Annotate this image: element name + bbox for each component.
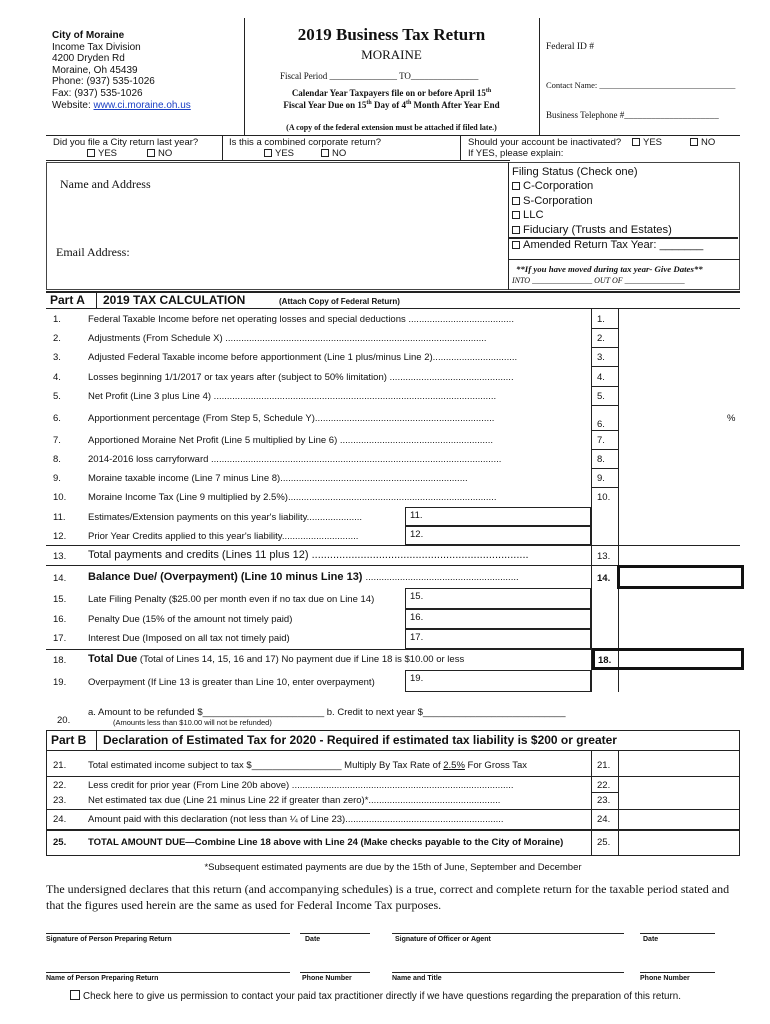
line-18-top-rule xyxy=(46,649,618,650)
amended-return[interactable]: Amended Return Tax Year: _______ xyxy=(512,239,703,251)
amended-rule xyxy=(508,259,740,260)
q2-no[interactable]: NO xyxy=(321,148,346,159)
questions-bottom-left xyxy=(46,160,510,161)
line-5-rule xyxy=(591,405,618,406)
line-6-num: 6. xyxy=(53,413,61,424)
line-18-num: 18. xyxy=(53,655,67,666)
line-12-text: Prior Year Credits applied to this year's liability............................. xyxy=(88,531,359,542)
line-7-rule xyxy=(591,449,618,450)
line-18-amount-box[interactable] xyxy=(592,648,744,670)
percent-sign: % xyxy=(727,413,736,424)
division: Income Tax Division xyxy=(52,41,141,53)
line-3-box[interactable]: 3. xyxy=(597,352,605,363)
name-title-label[interactable]: Name and Title xyxy=(392,975,442,982)
line-17-box[interactable]: 17. xyxy=(405,629,591,649)
part-b-label: Part B xyxy=(51,733,87,747)
website-link[interactable]: www.ci.moraine.oh.us xyxy=(93,99,191,111)
sig-officer-line xyxy=(392,933,624,934)
part-b-title: Declaration of Estimated Tax for 2020 - Required if estimated tax liability is $200 or greater xyxy=(103,733,617,747)
question-inactivate: Should your account be inactivated? xyxy=(468,137,622,148)
city-address-block xyxy=(52,30,191,111)
line-2-rule xyxy=(591,347,618,348)
q1-no[interactable]: NO xyxy=(147,148,172,159)
date1-line xyxy=(300,933,370,934)
line-20-refund-credit[interactable]: a. Amount to be refunded $_______________________ b. Credit to next year $___________________________ xyxy=(88,707,566,718)
phone1-label[interactable]: Phone Number xyxy=(302,975,352,982)
line-19-text: Overpayment (If Line 13 is greater than Line 10, enter overpayment) xyxy=(88,677,375,688)
line-23-num: 23. xyxy=(53,795,67,806)
line-4-box[interactable]: 4. xyxy=(597,372,605,383)
line-16-box[interactable]: 16. xyxy=(405,609,591,629)
line-18-box: 18. xyxy=(598,655,612,666)
permission-row[interactable] xyxy=(70,990,681,1002)
line-3-text: Adjusted Federal Taxable income before apportionment (Line 1 plus/minus Line 2)................................ xyxy=(88,352,518,363)
name-address-label: Name and Address xyxy=(60,177,151,191)
line-15-text: Late Filing Penalty ($25.00 per month even if no tax due on Line 14) xyxy=(88,594,375,605)
phone2-line xyxy=(640,972,715,973)
line-12-box[interactable]: 12. xyxy=(405,526,591,545)
q3-no-checkbox[interactable] xyxy=(690,138,698,146)
line-2-box[interactable]: 2. xyxy=(597,333,605,344)
line-9-box[interactable]: 9. xyxy=(597,473,605,484)
address-line-1: 4200 Dryden Rd xyxy=(52,53,125,65)
website: Website: www.ci.moraine.oh.us xyxy=(52,99,191,111)
subsequent-payments-note: *Subsequent estimated payments are due by the 15th of June, September and December xyxy=(204,862,582,873)
line-22-box[interactable]: 22. xyxy=(597,780,611,791)
header-divider-right xyxy=(539,18,540,136)
date1-label[interactable]: Date xyxy=(305,936,321,943)
calendar-year-note: Calendar Year Taxpayers file on or before April 15th xyxy=(291,88,492,98)
line-7-text: Apportioned Moraine Net Profit (Line 5 multiplied by Line 6) .......................................................... xyxy=(88,435,493,446)
line-11-num: 11. xyxy=(53,512,66,523)
line-20-note: (Amounts less than $10.00 will not be refunded) xyxy=(113,718,272,727)
line-24-num: 24. xyxy=(53,814,67,825)
permission-checkbox[interactable] xyxy=(70,990,80,1000)
line-21-text: Total estimated income subject to tax $_________________ Multiply By Tax Rate of 2.5% For Gross Tax xyxy=(88,760,528,771)
line-6-text: Apportionment percentage (From Step 5, Schedule Y).................................................................... xyxy=(88,413,495,424)
line-15-box[interactable]: 15. xyxy=(405,588,591,609)
line-14-amount-box[interactable] xyxy=(617,565,744,589)
line-8-text: 2014-2016 loss carryforward .............................................................................................................. xyxy=(88,454,502,465)
q3-explain-field[interactable]: If YES, please explain: xyxy=(468,148,564,159)
phone1-line xyxy=(300,972,370,973)
box-label-divider xyxy=(618,308,619,692)
line-7-box[interactable]: 7. xyxy=(597,435,605,446)
line-18-text: Total Due (Total of Lines 14, 15, 16 and 17) No payment due if Line 18 is $10.00 or less xyxy=(88,653,465,665)
line-3-num: 3. xyxy=(53,352,61,363)
line-23-box[interactable]: 23. xyxy=(597,795,611,806)
line-16-text: Penalty Due (15% of the amount not timely paid) xyxy=(88,614,293,625)
filing-status-title: Filing Status (Check one) xyxy=(512,166,638,178)
fiscal-period-field[interactable]: Fiscal Period _______________ TO_______________ xyxy=(280,71,479,81)
filing-option-fiduciary[interactable]: Fiduciary (Trusts and Estates) xyxy=(512,223,672,237)
line-5-box[interactable]: 5. xyxy=(597,391,605,402)
line-8-rule xyxy=(591,468,618,469)
filing-option-c-corp[interactable]: C-Corporation xyxy=(512,179,672,193)
amended-checkbox[interactable] xyxy=(512,241,520,249)
line-7-num: 7. xyxy=(53,435,61,446)
line-8-num: 8. xyxy=(53,454,61,465)
q1-yes-checkbox[interactable] xyxy=(87,149,95,157)
fax: Fax: (937) 535-1026 xyxy=(52,87,143,99)
line-22-text: Less credit for prior year (From Line 20b above) .................................................................................... xyxy=(88,780,514,791)
line-9-rule xyxy=(591,487,618,488)
name-preparer-label[interactable]: Name of Person Preparing Return xyxy=(46,975,159,982)
line-4-rule xyxy=(591,386,618,387)
part-b-divider xyxy=(96,730,97,750)
sig-preparer-line xyxy=(46,933,290,934)
q1-yes[interactable]: YES xyxy=(87,148,117,159)
line-25-box[interactable]: 25. xyxy=(597,837,611,848)
phone2-label[interactable]: Phone Number xyxy=(640,975,690,982)
part-a-divider xyxy=(96,291,97,308)
date2-label[interactable]: Date xyxy=(643,936,659,943)
line-8-box[interactable]: 8. xyxy=(597,454,605,465)
q2-no-checkbox[interactable] xyxy=(321,149,329,157)
filing-option-s-corp[interactable]: S-Corporation xyxy=(512,194,672,208)
line-22-rule xyxy=(591,792,618,793)
sig-officer-label[interactable]: Signature of Officer or Agent xyxy=(395,936,491,943)
questions-top-border xyxy=(46,135,740,136)
line-22-num: 22. xyxy=(53,780,67,791)
date2-line xyxy=(640,933,715,934)
part-b-title-rule xyxy=(46,750,740,751)
part-b-label-divider xyxy=(618,750,619,856)
line-13-top-rule xyxy=(46,545,740,546)
line-21-num: 21. xyxy=(53,760,67,771)
form-title: 2019 Business Tax Return xyxy=(297,25,486,44)
c-corp-checkbox[interactable] xyxy=(512,182,520,190)
line-17-num: 17. xyxy=(53,633,67,644)
line-24-rule xyxy=(46,829,740,831)
filing-status-divider xyxy=(508,162,509,290)
line-9-text: Moraine taxable income (Line 7 minus Line 8)....................................................................... xyxy=(88,473,468,484)
part-a-note: (Attach Copy of Federal Return) xyxy=(279,297,400,306)
line-23-rule xyxy=(46,809,740,810)
address-line-2: Moraine, Oh 45439 xyxy=(52,64,138,76)
part-a-bottom-rule xyxy=(46,308,740,309)
fiduciary-checkbox[interactable] xyxy=(512,226,520,234)
line-25-num: 25. xyxy=(53,837,67,848)
moved-dates-note: **If you have moved during tax year- Give Dates** xyxy=(516,264,703,274)
line-24-box[interactable]: 24. xyxy=(597,814,611,825)
line-19-num: 19. xyxy=(53,677,67,688)
line-2-text: Adjustments (From Schedule X) ................................................................................................... xyxy=(88,333,487,344)
part-a-title: 2019 TAX CALCULATION xyxy=(103,293,246,307)
line-1-num: 1. xyxy=(53,314,61,325)
questions-divider-2 xyxy=(460,135,461,160)
questions-divider-1 xyxy=(222,135,223,160)
line-6-rule xyxy=(591,430,618,431)
city-name: City of Moraine xyxy=(52,30,125,41)
line-11-box[interactable]: 11. xyxy=(405,507,591,526)
sig-preparer-label[interactable]: Signature of Person Preparing Return xyxy=(46,936,172,943)
line-4-num: 4. xyxy=(53,372,61,383)
line-10-num: 10. xyxy=(53,492,67,503)
line-13-text: Total payments and credits (Lines 11 plus 12) ....................................................................... xyxy=(88,549,529,561)
line-24-text: Amount paid with this declaration (not less than ¼ of Line 23)............................................................ xyxy=(88,814,504,825)
fiscal-year-note: Fiscal Year Due on 15th Day of 4th Month After Year End xyxy=(283,100,500,110)
line-5-text: Net Profit (Line 3 plus Line 4) ........................................................................................................... xyxy=(88,391,497,402)
permission-text: Check here to give us permission to contact your paid tax practitioner directly if we have questions regarding the preparation of this return. xyxy=(83,991,681,1002)
federal-id-field[interactable]: Federal ID # xyxy=(546,42,595,52)
llc-checkbox[interactable] xyxy=(512,211,520,219)
declaration-text: The undersigned declares that this return (and accompanying schedules) is a true, correct and complete return for the taxable period stated and that the figures used herein are the same as used for Federal Income Tax purposes. xyxy=(46,882,730,912)
line-6-box[interactable]: 6. xyxy=(597,419,605,430)
line-1-rule xyxy=(591,328,618,329)
question-filed-last-year: Did you file a City return last year? xyxy=(53,137,199,148)
line-10-text: Moraine Income Tax (Line 9 multiplied by 2.5%)............................................................................... xyxy=(88,492,497,503)
line-2-num: 2. xyxy=(53,333,61,344)
q1-no-checkbox[interactable] xyxy=(147,149,155,157)
phone: Phone: (937) 535-1026 xyxy=(52,76,155,88)
line-25-text: TOTAL AMOUNT DUE—Combine Line 18 above with Line 24 (Make checks payable to the City of Moraine) xyxy=(88,837,564,848)
line-20-num: 20. xyxy=(57,715,71,726)
line-19-box[interactable]: 19. xyxy=(405,670,591,692)
line-3-rule xyxy=(591,366,618,367)
extension-note: (A copy of the federal extension must be attached if filed late.) xyxy=(286,123,497,132)
line-4-text: Losses beginning 1/1/2017 or tax years after (subject to 50% limitation) ............................................... xyxy=(88,372,514,383)
line-21-box[interactable]: 21. xyxy=(597,760,611,771)
moved-dates-field[interactable]: INTO _______________ OUT OF _______________ xyxy=(512,276,685,285)
business-telephone-field[interactable]: Business Telephone #_____________________ xyxy=(546,110,719,120)
line-14-text: Balance Due/ (Overpayment) (Line 10 minus Line 13) .......................................................... xyxy=(88,571,519,583)
name-preparer-line xyxy=(46,972,290,973)
line-1-text: Federal Taxable Income before net operating losses and special deductions ........................................ xyxy=(88,314,514,325)
q3-yes[interactable]: YES xyxy=(632,137,662,148)
email-address-label: Email Address: xyxy=(56,245,130,259)
line-15-num: 15. xyxy=(53,594,67,605)
line-23-text: Net estimated tax due (Line 21 minus Line 22 if greater than zero)*.................................................. xyxy=(88,795,501,806)
s-corp-checkbox[interactable] xyxy=(512,197,520,205)
line-14-num: 14. xyxy=(53,573,67,584)
q3-no[interactable]: NO xyxy=(690,137,715,148)
filing-status-block xyxy=(512,165,672,237)
form-subtitle: MORAINE xyxy=(361,47,422,62)
part-a-label: Part A xyxy=(50,293,85,307)
line-12-num: 12. xyxy=(53,531,67,542)
filing-option-llc[interactable]: LLC xyxy=(512,208,672,222)
q3-yes-checkbox[interactable] xyxy=(632,138,640,146)
line-5-num: 5. xyxy=(53,391,61,402)
part-b-amount-left xyxy=(591,750,592,856)
q2-yes-checkbox[interactable] xyxy=(264,149,272,157)
line-9-num: 9. xyxy=(53,473,61,484)
line-10-box[interactable]: 10. xyxy=(597,492,611,503)
question-combined-return: Is this a combined corporate return? xyxy=(229,137,382,148)
line-14-box: 14. xyxy=(597,573,611,584)
line-13-box[interactable]: 13. xyxy=(597,551,611,562)
q2-yes[interactable]: YES xyxy=(264,148,294,159)
line-17-text: Interest Due (Imposed on all tax not timely paid) xyxy=(88,633,290,644)
line-16-num: 16. xyxy=(53,614,67,625)
name-title-line xyxy=(392,972,624,973)
line-11-text: Estimates/Extension payments on this year's liability..................... xyxy=(88,512,363,523)
contact-name-field[interactable]: Contact Name: ________________________________ xyxy=(546,80,736,90)
line-21-rule xyxy=(46,776,740,777)
line-13-num: 13. xyxy=(53,551,67,562)
line-1-box[interactable]: 1. xyxy=(597,314,605,325)
